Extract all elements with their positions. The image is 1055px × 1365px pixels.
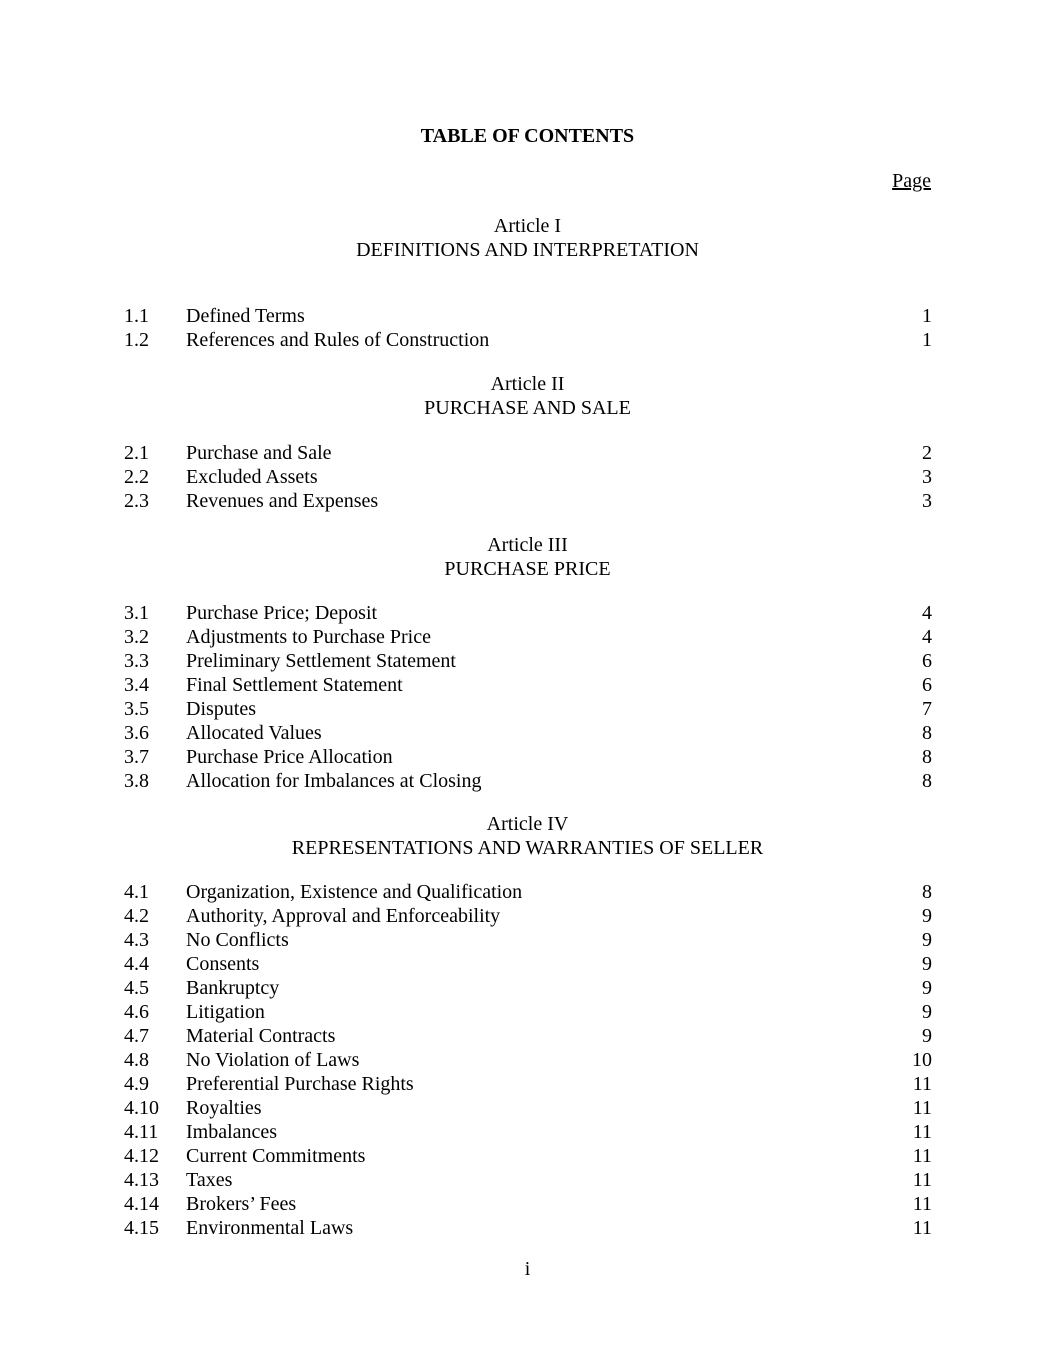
section-page: 4 bbox=[922, 602, 932, 624]
toc-entry[interactable] bbox=[124, 441, 932, 465]
toc-entry[interactable] bbox=[124, 1216, 932, 1240]
toc-entry[interactable] bbox=[124, 625, 932, 649]
section-number: 4.13 bbox=[124, 1169, 159, 1191]
section-page: 9 bbox=[922, 905, 932, 927]
section-title: Brokers’ Fees bbox=[186, 1193, 297, 1215]
toc-entry[interactable] bbox=[124, 1168, 932, 1192]
article-number: Article I bbox=[493, 215, 562, 237]
section-page: 6 bbox=[922, 674, 932, 696]
article-1-entries bbox=[124, 304, 932, 352]
section-number: 4.5 bbox=[124, 977, 149, 999]
section-page: 9 bbox=[922, 953, 932, 975]
article-heading-4 bbox=[0, 812, 1055, 860]
toc-entry[interactable] bbox=[124, 769, 932, 793]
section-number: 4.10 bbox=[124, 1097, 159, 1119]
toc-entry[interactable] bbox=[124, 952, 932, 976]
section-number: 3.2 bbox=[124, 626, 149, 648]
section-page: 3 bbox=[922, 466, 932, 488]
article-name: REPRESENTATIONS AND WARRANTIES OF SELLER bbox=[291, 837, 764, 859]
toc-entry[interactable] bbox=[124, 328, 932, 352]
section-number: 4.1 bbox=[124, 881, 149, 903]
toc-entry[interactable] bbox=[124, 1144, 932, 1168]
section-number: 2.2 bbox=[124, 466, 149, 488]
section-title: Revenues and Expenses bbox=[186, 490, 379, 512]
toc-entry[interactable] bbox=[124, 1024, 932, 1048]
section-page: 11 bbox=[912, 1073, 932, 1095]
section-page: 11 bbox=[912, 1145, 932, 1167]
section-title: References and Rules of Construction bbox=[186, 329, 490, 351]
section-number: 4.11 bbox=[124, 1121, 159, 1143]
section-title: Purchase Price; Deposit bbox=[186, 602, 378, 624]
section-title: Final Settlement Statement bbox=[186, 674, 403, 696]
toc-entry[interactable] bbox=[124, 1048, 932, 1072]
section-number: 4.6 bbox=[124, 1001, 149, 1023]
toc-entry[interactable] bbox=[124, 745, 932, 769]
section-number: 3.3 bbox=[124, 650, 149, 672]
section-number: 3.1 bbox=[124, 602, 149, 624]
article-number: Article IV bbox=[486, 813, 569, 835]
section-page: 11 bbox=[912, 1121, 932, 1143]
section-title: Current Commitments bbox=[186, 1145, 366, 1167]
article-name: DEFINITIONS AND INTERPRETATION bbox=[356, 239, 699, 261]
article-heading-2 bbox=[0, 372, 1055, 420]
article-number: Article II bbox=[490, 373, 565, 395]
section-page: 11 bbox=[912, 1193, 932, 1215]
section-title: Allocated Values bbox=[186, 722, 322, 744]
toc-entry[interactable] bbox=[124, 489, 932, 513]
section-number: 4.7 bbox=[124, 1025, 149, 1047]
section-title: Preliminary Settlement Statement bbox=[186, 650, 456, 672]
toc-entry[interactable] bbox=[124, 976, 932, 1000]
toc-entry[interactable] bbox=[124, 904, 932, 928]
article-heading-3 bbox=[0, 533, 1055, 581]
toc-entry[interactable] bbox=[124, 673, 932, 697]
toc-entry[interactable] bbox=[124, 697, 932, 721]
section-title: Royalties bbox=[186, 1097, 262, 1119]
section-title: Defined Terms bbox=[186, 305, 305, 327]
section-page: 3 bbox=[922, 490, 932, 512]
section-page: 11 bbox=[912, 1217, 932, 1239]
page-column-header: Page bbox=[892, 170, 931, 192]
section-number: 3.4 bbox=[124, 674, 149, 696]
article-heading-1 bbox=[0, 214, 1055, 262]
toc-entry[interactable] bbox=[124, 1192, 932, 1216]
section-number: 3.8 bbox=[124, 770, 149, 792]
section-page: 9 bbox=[922, 929, 932, 951]
section-page: 8 bbox=[922, 770, 932, 792]
section-page: 9 bbox=[922, 1025, 932, 1047]
section-page: 8 bbox=[922, 746, 932, 768]
section-number: 2.1 bbox=[124, 442, 149, 464]
section-title: Bankruptcy bbox=[186, 977, 280, 999]
footer-page-number: i bbox=[524, 1258, 531, 1280]
section-title: Material Contracts bbox=[186, 1025, 336, 1047]
section-title: Environmental Laws bbox=[186, 1217, 354, 1239]
section-page: 10 bbox=[912, 1049, 932, 1071]
section-number: 4.4 bbox=[124, 953, 149, 975]
section-number: 3.7 bbox=[124, 746, 149, 768]
section-title: Preferential Purchase Rights bbox=[186, 1073, 414, 1095]
article-name: PURCHASE AND SALE bbox=[424, 397, 631, 419]
section-title: Litigation bbox=[186, 1001, 265, 1023]
toc-entry[interactable] bbox=[124, 1120, 932, 1144]
section-number: 4.3 bbox=[124, 929, 149, 951]
section-page: 9 bbox=[922, 977, 932, 999]
section-title: Purchase and Sale bbox=[186, 442, 332, 464]
section-number: 4.15 bbox=[124, 1217, 159, 1239]
article-number: Article III bbox=[487, 534, 568, 556]
section-page: 8 bbox=[922, 722, 932, 744]
toc-entry[interactable] bbox=[124, 1072, 932, 1096]
toc-entry[interactable] bbox=[124, 928, 932, 952]
section-number: 2.3 bbox=[124, 490, 149, 512]
section-title: Excluded Assets bbox=[186, 466, 318, 488]
toc-entry[interactable] bbox=[124, 304, 932, 328]
section-page: 9 bbox=[922, 1001, 932, 1023]
section-title: Imbalances bbox=[186, 1121, 278, 1143]
section-page: 11 bbox=[912, 1169, 932, 1191]
article-3-entries bbox=[124, 601, 932, 793]
section-title: No Conflicts bbox=[186, 929, 289, 951]
section-title: Adjustments to Purchase Price bbox=[186, 626, 431, 648]
section-page: 4 bbox=[922, 626, 932, 648]
article-name: PURCHASE PRICE bbox=[444, 558, 611, 580]
section-title: Organization, Existence and Qualification bbox=[186, 881, 523, 903]
section-page: 1 bbox=[922, 329, 932, 351]
section-page: 7 bbox=[922, 698, 932, 720]
section-page: 1 bbox=[922, 305, 932, 327]
section-title: Allocation for Imbalances at Closing bbox=[186, 770, 482, 792]
section-page: 2 bbox=[922, 442, 932, 464]
section-number: 4.14 bbox=[124, 1193, 159, 1215]
toc-entry[interactable] bbox=[124, 721, 932, 745]
toc-title: TABLE OF CONTENTS bbox=[420, 125, 635, 147]
section-number: 4.12 bbox=[124, 1145, 159, 1167]
section-number: 4.2 bbox=[124, 905, 149, 927]
section-number: 1.1 bbox=[124, 305, 149, 327]
section-number: 1.2 bbox=[124, 329, 149, 351]
toc-entry[interactable] bbox=[124, 1000, 932, 1024]
toc-entry[interactable] bbox=[124, 649, 932, 673]
section-title: Authority, Approval and Enforceability bbox=[186, 905, 501, 927]
article-4-entries bbox=[124, 880, 932, 1240]
toc-entry[interactable] bbox=[124, 880, 932, 904]
section-page: 11 bbox=[912, 1097, 932, 1119]
section-page: 8 bbox=[922, 881, 932, 903]
section-title: No Violation of Laws bbox=[186, 1049, 360, 1071]
section-title: Purchase Price Allocation bbox=[186, 746, 393, 768]
section-number: 4.9 bbox=[124, 1073, 149, 1095]
section-number: 4.8 bbox=[124, 1049, 149, 1071]
section-title: Taxes bbox=[186, 1169, 233, 1191]
toc-entry[interactable] bbox=[124, 1096, 932, 1120]
section-page: 6 bbox=[922, 650, 932, 672]
toc-entry[interactable] bbox=[124, 465, 932, 489]
section-title: Consents bbox=[186, 953, 260, 975]
article-2-entries bbox=[124, 441, 932, 513]
toc-entry[interactable] bbox=[124, 601, 932, 625]
section-number: 3.6 bbox=[124, 722, 149, 744]
section-title: Disputes bbox=[186, 698, 256, 720]
section-number: 3.5 bbox=[124, 698, 149, 720]
